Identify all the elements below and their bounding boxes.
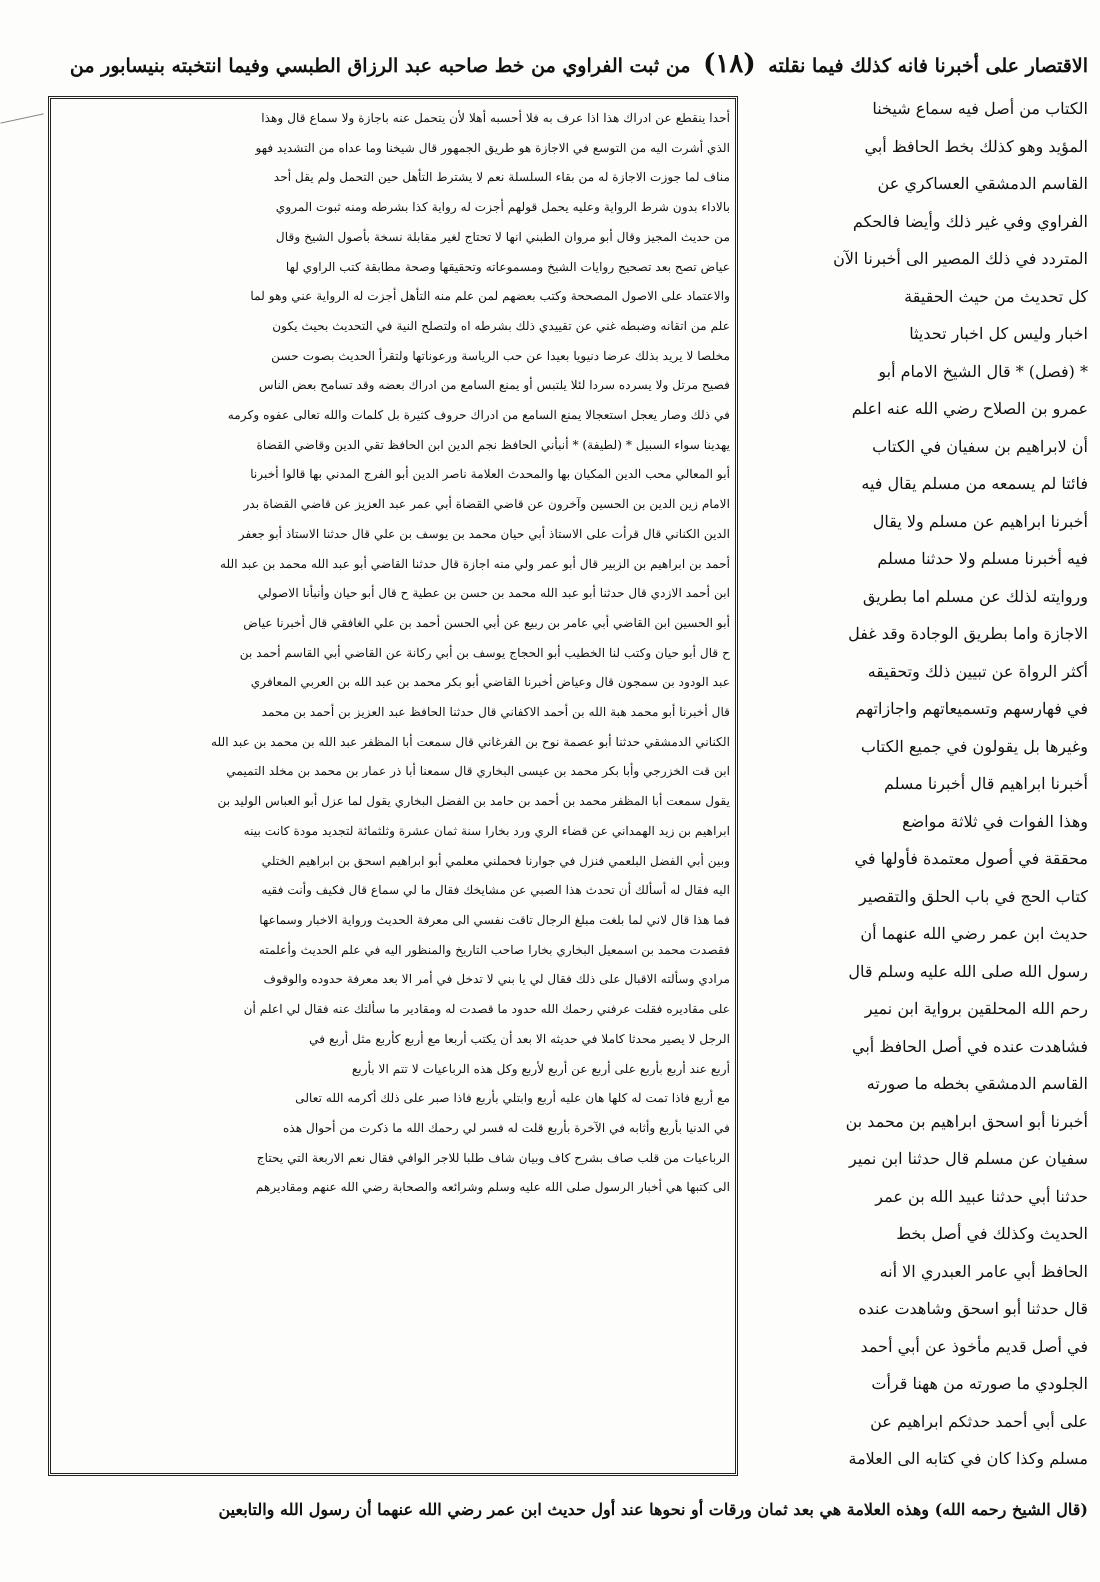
catchword: والتابعين (218, 1500, 275, 1519)
main-text-line: مرادي وسألته الاقبال على ذلك فقال لي يا بني لا تدخل في أمر الا بعد معرفة حدوده والوقوف (263, 972, 730, 987)
margin-line: فيه أخبرنا مسلم ولا حدثنا مسلم (877, 549, 1088, 568)
main-text-line: الدين الكناني قال قرأت على الاستاذ أبي حيان محمد بن يوسف بن علي قال حدثنا الاستاذ أبو جعفر (238, 526, 730, 541)
margin-line: عمرو بن الصلاح رضي الله عنه اعلم (851, 399, 1088, 418)
margin-line: الكتاب من أصل فيه سماع شيخنا (872, 99, 1088, 118)
margin-line: أخبرنا أبو اسحق ابراهيم بن محمد بن (845, 1111, 1088, 1131)
main-text-line: أربع عند أربع بأربع على أربع عن أربع لأربع وكل هذه الرباعيات لا تتم الا بأربع (351, 1061, 730, 1076)
main-text-line: أبو المعالي محب الدين المكيان بها والمحدث العلامة ناصر الدين أبو الفرج المدني بها قالوا أخبرنا (250, 467, 730, 482)
main-text-line: فقصدت محمد بن اسمعيل البخاري بخارا صاحب التاريخ والمنظور اليه في علم الحديث وأعلمته (258, 942, 730, 957)
margin-line: حدثنا أبي حدثنا عبيد الله بن عمر (875, 1186, 1088, 1206)
margin-line: حديث ابن عمر رضي الله عنهما أن (860, 924, 1088, 943)
margin-line: رسول الله صلى الله عليه وسلم قال (848, 961, 1088, 981)
main-text-line: الامام زين الدين بن الحسين وآخرون عن قاضي القضاة أبي عمر عبد العزيز عن قاضي القضاة بدر (243, 497, 730, 512)
margin-line: أكثر الرواة عن تبيين ذلك وتحقيقه (867, 661, 1088, 681)
margin-line: رحم الله المحلقين برواية ابن نمير (864, 999, 1088, 1018)
main-text-line: يهدينا سواء السبيل * (لطيفة) * أنبأني الحافظ نجم الدين ابن الحافظ تقي الدين وقاضي القضاة (256, 437, 730, 452)
margin-line: فشاهدت عنده في أصل الحافظ أبي (851, 1036, 1088, 1056)
footer-text: (قال الشيخ رحمه الله) وهذه العلامة هي بعد ثمان ورقات أو نحوها عند أول حديث ابن عمر رضي الله عنهما أن رسول الله (279, 1500, 1088, 1519)
margin-line: المتردد في ذلك المصير الى أخبرنا الآن (833, 249, 1088, 268)
header-right-text: الاقتصار على أخبرنا فانه كذلك فيما نقلته (768, 55, 1088, 77)
header-left-text: من ثبت الفراوي من خط صاحبه عبد الرزاق الطبسي وفيما انتخبته بنيسابور من (69, 55, 691, 77)
main-text-line: أحدا ينقطع عن ادراك هذا اذا عرف به فلا أحسبه أهلا لأن يتحمل عنه باجازة ولا سماع قال وهذا (261, 111, 730, 125)
margin-line: في فهارسهم وتسميعاتهم واجازاتهم (855, 699, 1088, 718)
margin-line: الفراوي وفي غير ذلك وأيضا فالحكم (852, 211, 1088, 231)
margin-line: وروايته لذلك عن مسلم اما بطريق (862, 586, 1088, 606)
main-text-line: في الدنيا بأربع وأثابه في الآخرة بأربع قلت له فسر لي رحمك الله ما ذكرت من أحوال هذه (282, 1120, 730, 1135)
margin-line: كل تحديث من حيث الحقيقة (904, 286, 1088, 306)
margin-commentary (754, 90, 1088, 1488)
margin-line: أخبرنا ابراهيم عن مسلم ولا يقال (872, 511, 1088, 531)
margin-line: في أصل قديم مأخوذ عن أبي أحمد (860, 1336, 1088, 1356)
page-footer (60, 1492, 1088, 1528)
main-text-block (56, 104, 730, 1468)
main-text-line: عياض تصح بعد تصحيح روايات الشيخ ومسموعاته وتحقيقها وصحة مطابقة كتب الراوي لها (285, 259, 730, 274)
margin-line: الحديث وكذلك في أصل بخط (896, 1224, 1088, 1243)
margin-line: أخبرنا ابراهيم قال أخبرنا مسلم (883, 774, 1088, 793)
margin-line: * (فصل) * قال الشيخ الامام أبو (878, 361, 1088, 381)
margin-line: اخبار وليس كل اخبار تحديثا (909, 324, 1088, 343)
main-text-line: الرجل لا يصير محدثا كاملا في حديثه الا بعد أن يكتب أربعا مع أربع كأربع مثل أربع في (309, 1031, 730, 1046)
main-text-line: اليه فقال له أسألك أن تحدث هذا الصبي عن مشايخك فقال ما لي سماع قال فكيف وأنت فقيه (261, 883, 730, 898)
margin-line: الاجازة واما بطريق الوجادة وقد غفل (848, 624, 1088, 643)
main-text-line: الى كتبها هي أخبار الرسول صلى الله عليه وسلم وشرائعه والصحابة رضي الله عنهم ومقاديرهم (255, 1180, 730, 1195)
margin-line: وهذا الفوات في ثلاثة مواضع (902, 811, 1088, 831)
main-text-line: الكناني الدمشقي حدثنا أبو عصمة نوح بن الفرغاني قال سمعت أبا المظفر عبد الله بن محمد بن عبد الله (210, 734, 730, 749)
margin-line: محققة في أصول معتمدة فأولها في (854, 849, 1088, 868)
main-text-line: عبد الودود بن سمجون قال وعياض أخبرنا القاضي أبو بكر محمد بن عبد الله بن العربي المعافري (250, 675, 730, 690)
main-text-line: مناف لما جوزت الاجازة له من بقاء السلسلة نعم لا يشترط التأهل حين التحمل ولم يقل أحد (273, 170, 730, 185)
margin-line: على أبي أحمد حدثكم ابراهيم عن (870, 1411, 1088, 1431)
main-text-line: فما هذا قال لاني لما بلغت مبلغ الرجال تاقت نفسي الى معرفة الحديث ورواية الاخبار وسماعها (259, 912, 730, 927)
margin-line: سفيان عن مسلم قال حدثنا ابن نمير (848, 1149, 1088, 1168)
main-text-line: ابن قت الخزرجي وأبا بكر محمد بن عيسى البخاري قال سمعنا أبا ذر عمار بن محمد بن مخلد التميمي (226, 764, 730, 779)
main-text-line: الذي أشرت اليه من التوسع في الاجازة هو طريق الجمهور قال شيخنا وما عداه من التشديد فهو (255, 140, 730, 155)
main-text-line: الرباعيات من قلب صاف بشرح كاف وبيان شاف طلبا للاجر الوافي فقال نعم الاربعة التي يحتاج (256, 1150, 730, 1165)
main-text-line: علم من اتقانه وضبطه غني عن تقييدي ذلك بشرطه اه ولتصلح النية في التحديث بحيث يكون (272, 318, 730, 333)
page-number: (١٨) (703, 49, 756, 79)
margin-line: القاسم الدمشقي العساكري عن (877, 174, 1088, 193)
margin-line: فائتا لم يسمعه من مسلم يقال فيه (861, 474, 1088, 493)
margin-line: الحافظ أبي عامر العبدري الا أنه (879, 1261, 1088, 1281)
main-text-line: قال أخبرنا أبو محمد هبة الله بن أحمد الاكفاني قال حدثنا الحافظ عبد العزيز بن أحمد بن محمد (261, 705, 730, 720)
margin-line: أن لابراهيم بن سفيان في الكتاب (872, 436, 1088, 456)
main-text-line: أبو الحسين ابن القاضي أبي عامر بن ربيع عن أبي الحسن أحمد بن علي الغافقي قال أخبرنا عياض (243, 615, 730, 630)
margin-line: قال حدثنا أبو اسحق وشاهدت عنده (858, 1299, 1088, 1318)
margin-line: كتاب الحج في باب الحلق والتقصير (859, 886, 1088, 906)
margin-line: المؤيد وهو كذلك بخط الحافظ أبي (864, 136, 1088, 156)
main-text-line: يقول سمعت أبا المظفر محمد بن أحمد بن حامد بن الفضل البخاري يقول لما عزل أبو العباس الوليد بن (217, 794, 730, 809)
margin-line: الجلودي ما صورته من ههنا قرأت (871, 1374, 1088, 1393)
margin-line: القاسم الدمشقي بخطه ما صورته (866, 1074, 1088, 1093)
main-text-line: من حديث المجيز وقال أبو مروان الطبني انها لا تحتاج لغير مقابلة نسخة بأصول الشيخ وقال (275, 229, 730, 244)
main-text-line: ابن أحمد الازدي قال حدثنا أبو عبد الله محمد بن حسن بن عطية ح قال أبو حيان وأنبأنا الاصولي (257, 586, 730, 601)
scan-edge-mark (0, 113, 43, 123)
margin-line: وغيرها بل يقولون في جميع الكتاب (860, 736, 1088, 756)
main-text-line: فصيح مرتل ولا يسرده سردا لئلا يلتبس أو يمنع السامع من ادراك بعضه وقد تسامح بعض الناس (258, 378, 730, 393)
main-text-line: ح قال أبو حيان وكتب لنا الخطيب أبو الحجاج يوسف بن أبي ركانة عن القاضي أبي القاسم أحمد بن (239, 645, 730, 660)
main-text-line: وبين أبي الفضل البلعمي فنزل في جوارنا فحملني معلمي أبو ابراهيم اسحق بن ابراهيم الختلي (261, 853, 730, 868)
main-text-line: بالاداء بدون شرط الرواية وعليه يحمل قولهم أجزت له رواية كذا بشرطه ومنه ثبوت المروي (275, 200, 730, 215)
main-text-line: ابراهيم بن زيد الهمداني عن قضاء الري ورد بخارا سنة ثمان عشرة وثلثمائة لتجديد مودة كانت بينه (243, 823, 730, 838)
main-text-line: أحمد بن ابراهيم بن الزبير قال أبو عمر ولي منه اجازة قال حدثنا القاضي أبو عبد الله محمد بن عبد الله (219, 556, 730, 571)
main-text-line: في ذلك وصار يعجل استعجالا يمنع السامع من ادراك حروف كثيرة بل كلمات والله تعالى عفوه وكرمه (227, 408, 730, 423)
main-text-line: والاعتماد على الاصول المصححة وكتب بعضهم لمن علم منه التأهل أجزت له الرواية عني وهو لما (250, 289, 730, 304)
main-text-line: مخلصا لا يريد بذلك عرضا دنيويا بعيدا عن حب الرياسة ورعوناتها ولتقرأ الحديث بصوت حسن (271, 348, 730, 363)
main-text-line: على مقاديره فقلت عرفني رحمك الله حدود ما قصدت له ومقادير ما سألتك عنه فقال لي اعلم أن (243, 1002, 730, 1017)
main-text-line: مع أربع فاذا تمت له كلها هان عليه أربع وابتلي بأربع فاذا صبر على ذلك أكرمه الله تعالى (295, 1091, 730, 1106)
page-header (12, 38, 1088, 90)
margin-line: مسلم وكذا كان في كتابه الى العلامة (848, 1449, 1088, 1468)
